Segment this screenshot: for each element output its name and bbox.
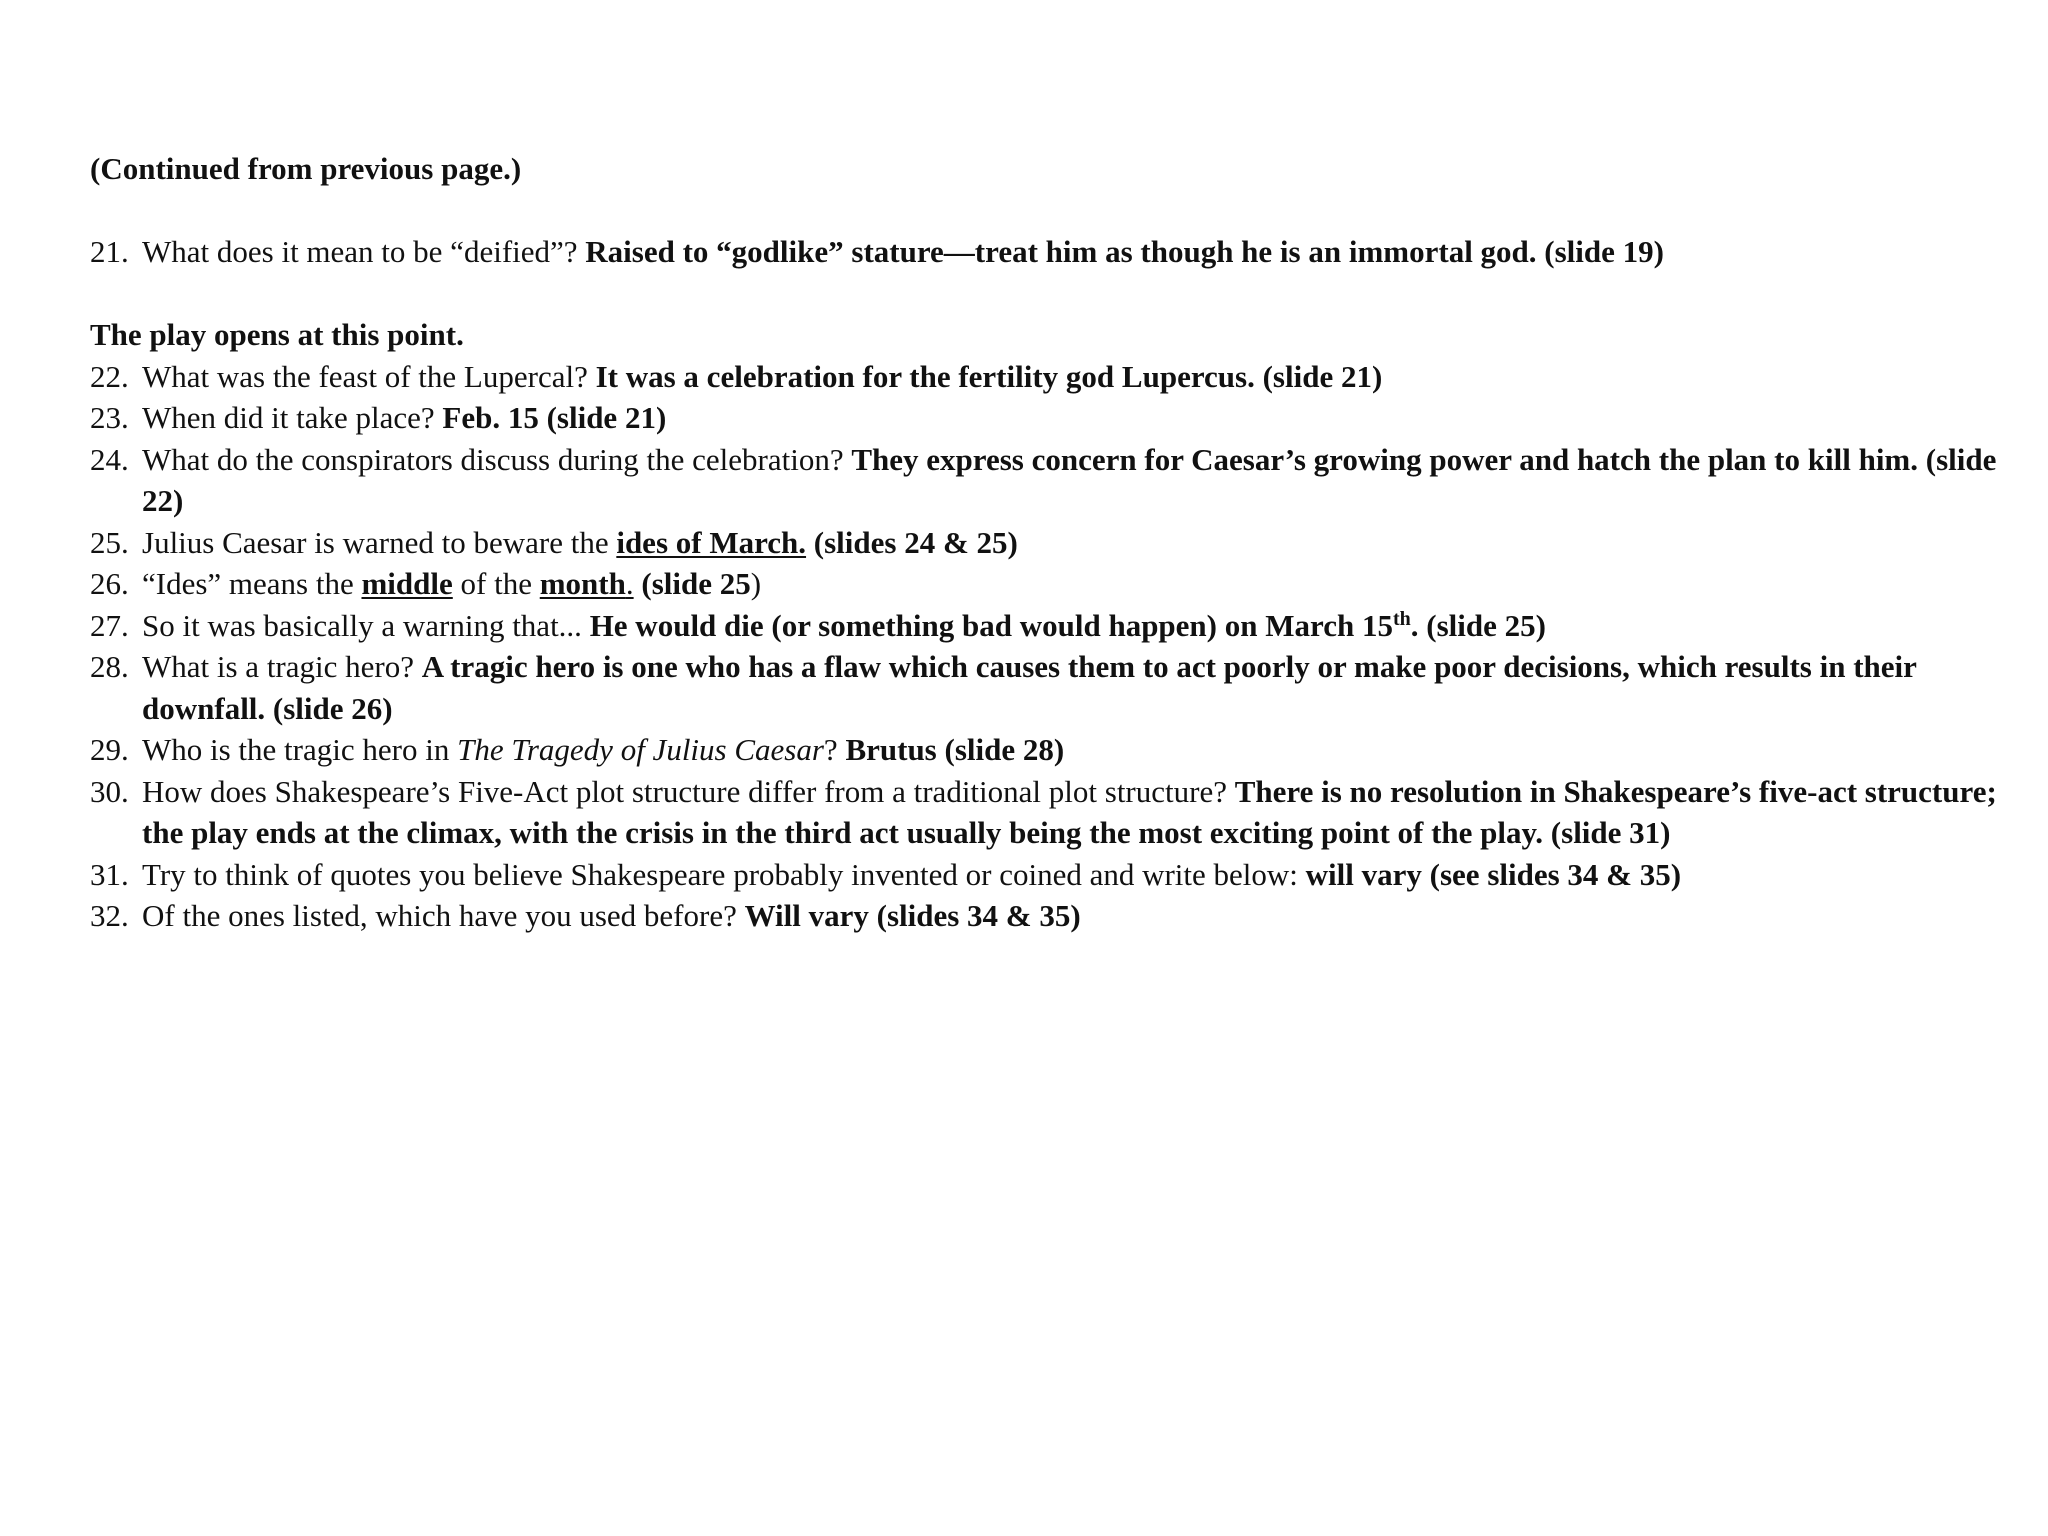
question-text: Of the ones listed, which have you used before?: [142, 898, 737, 933]
question-text: How does Shakespeare’s Five-Act plot structure differ from a traditional plot structure?: [142, 773, 1227, 809]
closing-paren: ): [750, 566, 762, 601]
answer-text: There is no resolution in Shakespeare’s five-act structure; the play ends at the climax, with the crisis in the third act usually being the most exciting point of the play. (slide 31): [142, 773, 1997, 850]
question-text: Who is the tragic hero in: [142, 732, 450, 767]
spacer: [90, 273, 2010, 315]
question-text: of the: [460, 566, 532, 601]
question-number: 27.: [90, 607, 129, 643]
answer-blank-middle: middle: [361, 566, 453, 601]
question-number: 30.: [90, 773, 129, 809]
question-number: 32.: [90, 898, 129, 933]
answer-text: will vary (see slides 34 & 35): [1305, 856, 1682, 892]
question-27: [90, 605, 2010, 647]
question-number: 25.: [90, 524, 129, 560]
question-28: [90, 646, 2010, 729]
question-text: Try to think of quotes you believe Shakespeare probably invented or coined and write below:: [142, 856, 1298, 892]
question-text: So it was basically a warning that...: [142, 607, 582, 643]
question-text: What does it mean to be “deified”?: [142, 234, 578, 269]
answer-blank-month: month: [539, 566, 626, 601]
answer-text: Feb. 15 (slide 21): [442, 400, 667, 435]
question-number: 26.: [90, 566, 129, 601]
question-30: [90, 771, 2010, 854]
section-heading: The play opens at this point.: [90, 317, 464, 352]
question-text: “Ides” means the: [142, 566, 354, 601]
answer-text: Raised to “godlike” stature—treat him as though he is an immortal god. (slide 19): [585, 234, 1664, 269]
period: .: [625, 566, 634, 601]
question-24: [90, 439, 2010, 522]
question-23: [90, 397, 2010, 439]
question-31: [90, 854, 2010, 896]
question-32: [90, 895, 2010, 937]
question-25: [90, 522, 2010, 564]
question-text: What is a tragic hero?: [142, 649, 414, 684]
answer-text: A tragic hero is one who has a flaw which causes them to act poorly or make poor decisions, which results in their downfall. (slide 26): [142, 649, 1917, 726]
continued-note: (Continued from previous page.): [90, 151, 522, 186]
answer-reference: (slides 24 & 25): [813, 524, 1018, 560]
ordinal-suffix: th: [1392, 607, 1411, 630]
answer-underlined: ides of March.: [616, 524, 807, 560]
question-22: [90, 356, 2010, 398]
question-29: [90, 729, 2010, 771]
play-title: The Tragedy of Julius Caesar: [457, 732, 824, 767]
question-21: [90, 231, 2010, 273]
question-text: Julius Caesar is warned to beware the: [142, 524, 609, 560]
question-text: What was the feast of the Lupercal?: [142, 358, 588, 394]
answer-text: Will vary (slides 34 & 35): [744, 898, 1081, 933]
spacer: [90, 190, 2010, 232]
answer-text: They express concern for Caesar’s growing power and hatch the plan to kill him. (slide 22): [142, 441, 1997, 518]
answer-text: Brutus (slide 28): [845, 732, 1065, 767]
question-number: 22.: [90, 358, 129, 394]
question-text: When did it take place?: [142, 400, 435, 435]
document-page: [90, 148, 2010, 937]
answer-text: It was a celebration for the fertility god Lupercus. (slide 21): [595, 358, 1383, 394]
question-number: 21.: [90, 234, 129, 269]
question-26: [90, 563, 2010, 605]
question-number: 28.: [90, 649, 129, 684]
answer-text: He would die (or something bad would happen) on March 15: [589, 607, 1393, 643]
question-number: 24.: [90, 441, 129, 477]
question-number: 23.: [90, 400, 129, 435]
answer-reference: (slide 25: [641, 566, 751, 601]
question-mark: ?: [823, 732, 838, 767]
question-text: What do the conspirators discuss during the celebration?: [142, 441, 844, 477]
question-number: 31.: [90, 856, 129, 892]
question-number: 29.: [90, 732, 129, 767]
answer-reference: . (slide 25): [1410, 607, 1546, 643]
